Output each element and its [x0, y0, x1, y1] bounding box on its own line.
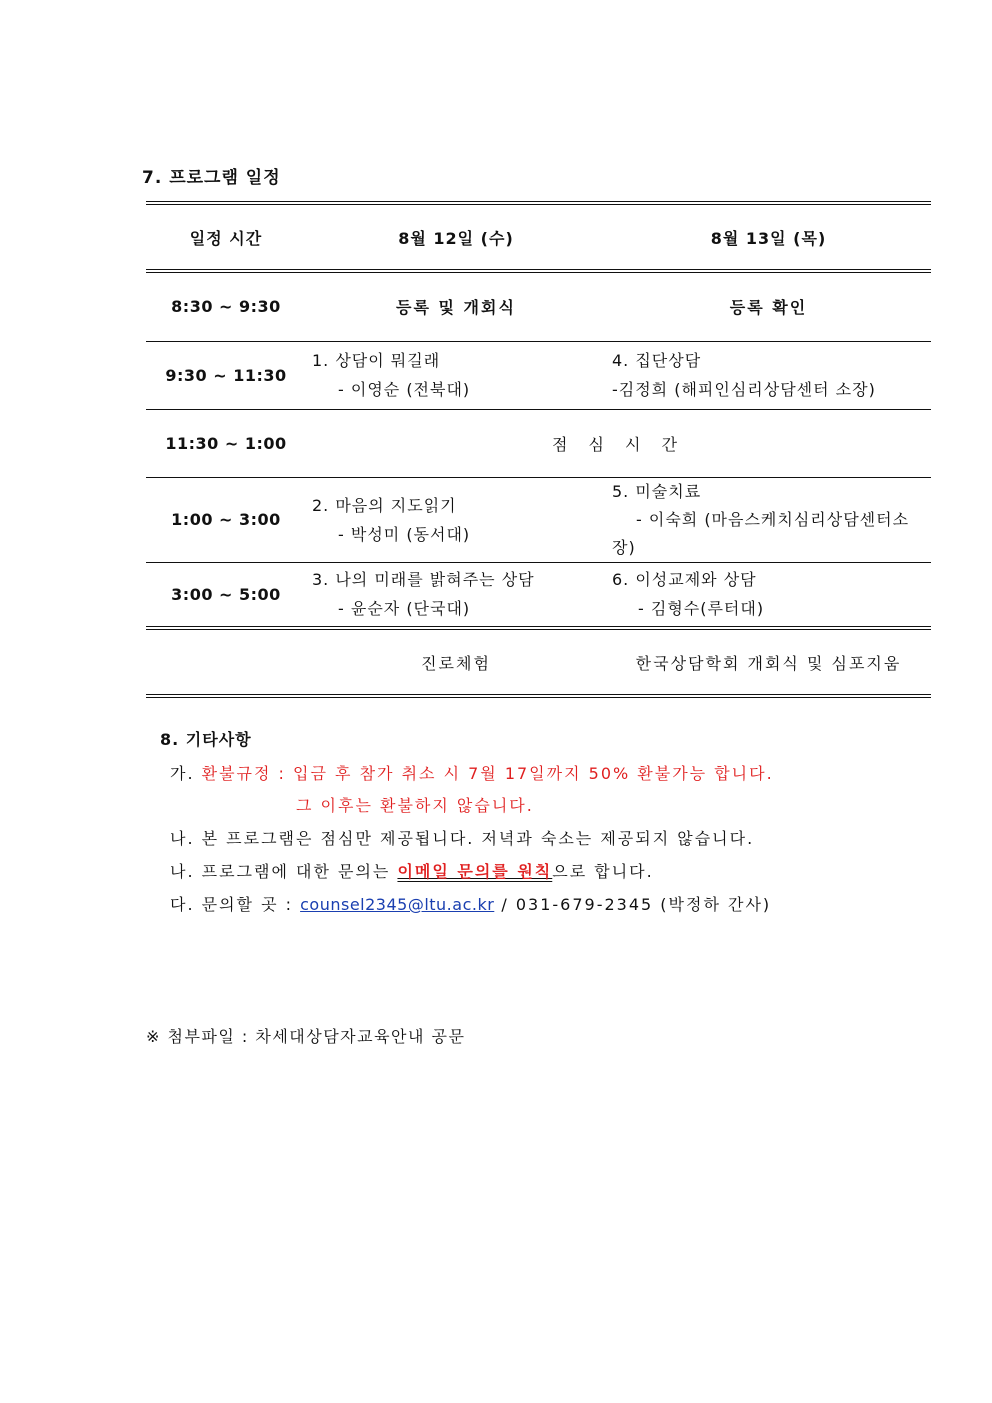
day1-session: [306, 562, 606, 628]
inquiry-emphasis: 이메일 문의를 원칙: [397, 862, 553, 881]
row-time: 1:00 ~ 3:00: [146, 477, 306, 562]
session-title: 1. 상담이 뭐길래: [312, 351, 441, 370]
meal-notice: 나. 본 프로그램은 점심만 제공됩니다. 저녁과 숙소는 제공되지 않습니다.: [170, 829, 755, 848]
schedule-row: [146, 628, 931, 696]
section-8-title: 8. 기타사항: [160, 730, 252, 749]
row-time: 8:30 ~ 9:30: [146, 271, 306, 341]
schedule-row: [146, 477, 931, 562]
program-schedule-table: [146, 201, 931, 698]
contact-prefix: 다. 문의할 곳 :: [170, 895, 301, 914]
header-day1: 8월 12일 (수): [306, 203, 606, 271]
row-time: [146, 628, 306, 696]
refund-policy: [170, 761, 774, 784]
session-title: 3. 나의 미래를 밝혀주는 상담: [312, 570, 535, 590]
day2-session: [606, 562, 931, 628]
attachment-note: ※ 첨부파일 : 차세대상담자교육안내 공문: [146, 1027, 466, 1046]
schedule-row: [146, 409, 931, 477]
session-title: 6. 이성교제와 상담: [612, 570, 757, 590]
inquiry-suffix: 으로 합니다.: [552, 862, 654, 881]
session-speaker: - 박성미 (동서대): [338, 524, 471, 544]
day1-session: [306, 477, 606, 562]
contact-suffix: / 031-679-2345 (박정하 간사): [494, 895, 772, 914]
contact-email-link[interactable]: counsel2345@ltu.ac.kr: [300, 895, 495, 914]
day1-session: 등록 및 개회식: [306, 271, 606, 341]
session-speaker: - 윤순자 (단국대): [338, 599, 471, 619]
schedule-row: [146, 271, 931, 341]
row-time: 9:30 ~ 11:30: [146, 341, 306, 409]
schedule-row: [146, 341, 931, 409]
schedule-header-row: [146, 203, 931, 271]
session-title: 4. 집단상담: [612, 351, 702, 370]
refund-line-1: 환불규정 : 입금 후 참가 취소 시 7월 17일까지 50% 환불가능 합니다.: [201, 764, 774, 783]
refund-prefix: 가.: [170, 764, 202, 783]
inquiry-notice: [170, 859, 654, 882]
contact-info: [170, 892, 771, 915]
day2-session: 등록 확인: [606, 271, 931, 341]
day2-session: 한국상담학회 개회식 및 심포지움: [606, 628, 931, 696]
lunch-break: 점 심 시 간: [306, 409, 931, 477]
inquiry-prefix: 나. 프로그램에 대한 문의는: [170, 862, 398, 881]
session-title: 2. 마음의 지도읽기: [312, 495, 457, 515]
session-speaker: - 이영순 (전북대): [338, 380, 471, 399]
session-speaker: - 이숙희 (마음스케치심리상담센터소장): [612, 509, 910, 557]
day2-session: [606, 477, 931, 562]
session-speaker: -김정희 (해피인심리상담센터 소장): [612, 380, 876, 399]
header-day2: 8월 13일 (목): [606, 203, 931, 271]
row-time: 11:30 ~ 1:00: [146, 409, 306, 477]
session-title: 5. 미술치료: [612, 481, 702, 501]
row-time: 3:00 ~ 5:00: [146, 562, 306, 628]
day1-session: [306, 341, 606, 409]
session-speaker: - 김형수(루터대): [638, 599, 765, 619]
day1-session: 진로체험: [306, 628, 606, 696]
refund-line-2: 그 이후는 환불하지 않습니다.: [296, 796, 534, 815]
header-time: 일정 시간: [146, 203, 306, 271]
day2-session: [606, 341, 931, 409]
section-7-title: 7. 프로그램 일정: [142, 168, 281, 188]
schedule-row: [146, 562, 931, 628]
